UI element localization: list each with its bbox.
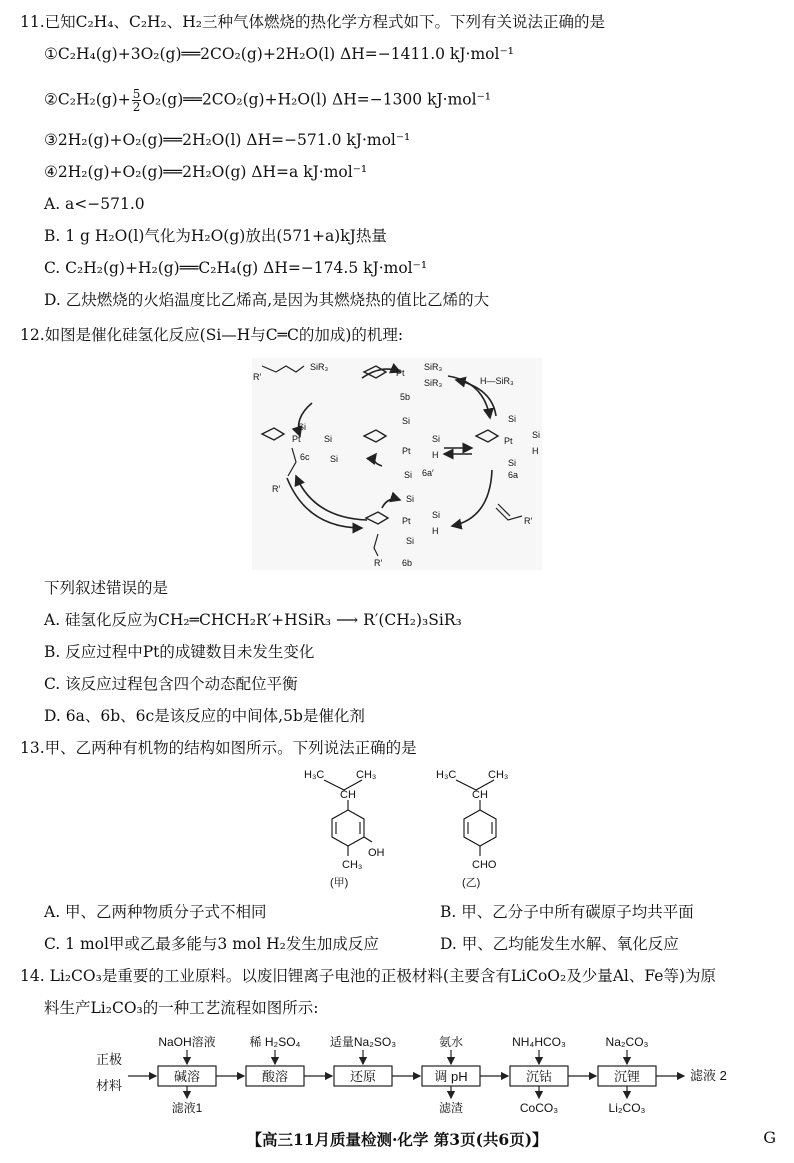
process-flow-diagram xyxy=(90,1030,770,1116)
sir3-5b-bottom: SiR₃ xyxy=(424,378,443,388)
oh-jia: OH xyxy=(368,847,385,859)
si-6a2-top: Si xyxy=(402,416,411,426)
r-prime-alkene: R′ xyxy=(524,516,533,526)
reagent-1: NaOH溶液 xyxy=(158,1035,216,1049)
page-footer: 【高三11月质量检测·化学 第3页(共6页)】 xyxy=(246,1130,548,1149)
q11-eq2-b: O₂(g)══2CO₂(g)+H₂O(l) ΔH=−1300 kJ·mol⁻¹ xyxy=(142,90,491,109)
flow-start-line2: 材料 xyxy=(96,1078,123,1093)
reagent-2: 稀 H₂SO₄ xyxy=(249,1035,301,1049)
ch-jia: CH xyxy=(340,789,356,801)
label-sir3-top: SiR₃ xyxy=(310,362,329,372)
q11-stem: 11.已知C₂H₄、C₂H₂、H₂三种气体燃烧的热化学方程式如下。下列有关说法正确的是 xyxy=(20,13,605,31)
pt-5b: Pt xyxy=(396,368,405,378)
molecule-yi xyxy=(430,766,540,888)
h-6a2: H xyxy=(432,450,439,460)
flow-step-3: 还原 xyxy=(349,1069,377,1084)
flow-step-5: 沉钴 xyxy=(525,1069,553,1084)
ring-double-bonds-yi xyxy=(468,822,492,834)
flow-step-2: 酸溶 xyxy=(261,1069,289,1084)
label-6b: 6b xyxy=(402,558,413,568)
si-6c-right: Si xyxy=(324,434,333,444)
q12-stem: 12.如图是催化硅氢化反应(Si—H与C═C的加成)的机理: xyxy=(20,326,404,344)
pt-6b: Pt xyxy=(402,516,411,526)
h3c-yi: H₃C xyxy=(436,769,457,781)
q11-eq2 xyxy=(44,88,491,113)
label-jia: (甲) xyxy=(330,877,349,889)
h-6b: H xyxy=(432,526,439,536)
si-6a-right: Si xyxy=(532,430,541,440)
q13-option-c: C. 1 mol甲或乙最多能与3 mol H₂发生加成反应 xyxy=(44,935,379,953)
output-5: CoCO₃ xyxy=(519,1101,559,1115)
r-prime-6b: R′ xyxy=(374,558,383,568)
label-yi: (乙) xyxy=(462,877,481,889)
output-1: 滤液1 xyxy=(171,1101,203,1115)
molecule-jia xyxy=(290,766,400,888)
reagent-5: NH₄HCO₃ xyxy=(512,1035,566,1049)
label-h-sir3: H—SiR₃ xyxy=(480,376,514,386)
si-6c-top: Si xyxy=(298,422,307,432)
reagent-6: Na₂CO₃ xyxy=(605,1035,649,1049)
flow-step-6: 沉锂 xyxy=(613,1069,641,1084)
q11-option-a: A. a<−571.0 xyxy=(44,195,145,213)
sir3-5b-top: SiR₃ xyxy=(424,362,443,372)
si-6a-bottom: Si xyxy=(508,458,517,468)
ch3-yi: CH₃ xyxy=(488,769,509,781)
ch-yi: CH xyxy=(472,789,488,801)
corner-letter: G xyxy=(763,1128,776,1147)
ch3-jia-top: CH₃ xyxy=(356,769,377,781)
si-6b-top: Si xyxy=(406,494,415,504)
pt-6a: Pt xyxy=(504,436,513,446)
h3c-jia: H₃C xyxy=(304,769,325,781)
fraction-den: 2 xyxy=(132,100,141,114)
q11-eq4: ④2H₂(g)+O₂(g)══2H₂O(g) ΔH=a kJ·mol⁻¹ xyxy=(44,163,368,181)
si-6b-bottom: Si xyxy=(406,536,415,546)
si-6c-bottom: Si xyxy=(330,454,339,464)
catalytic-cycle-diagram xyxy=(252,358,542,570)
output-6: Li₂CO₃ xyxy=(608,1101,646,1115)
bond-oh-jia xyxy=(364,837,372,842)
q12-option-c: C. 该反应过程包含四个动态配位平衡 xyxy=(44,675,298,693)
flow-start-line1: 正极 xyxy=(96,1052,123,1067)
label-r-prime-top: R′ xyxy=(253,372,262,382)
label-6a2: 6a′ xyxy=(422,468,434,478)
q11-option-d: D. 乙炔燃烧的火焰温度比乙烯高,是因为其燃烧热的值比乙烯的大 xyxy=(44,291,490,309)
q12-option-d: D. 6a、6b、6c是该反应的中间体,5b是催化剂 xyxy=(44,707,365,725)
reagent-3: 适量Na₂SO₃ xyxy=(329,1035,397,1049)
cho-yi: CHO xyxy=(472,859,497,871)
fraction-num: 5 xyxy=(132,87,141,101)
q11-option-b: B. 1 g H₂O(l)气化为H₂O(g)放出(571+a)kJ热量 xyxy=(44,227,387,245)
q12-option-b: B. 反应过程中Pt的成键数目未发生变化 xyxy=(44,643,315,661)
label-5b: 5b xyxy=(400,392,411,402)
q11-eq3: ③2H₂(g)+O₂(g)══2H₂O(l) ΔH=−571.0 kJ·mol⁻¹ xyxy=(44,131,411,149)
fraction xyxy=(132,88,142,113)
flow-step-4: 调 pH xyxy=(434,1069,468,1084)
q14-stem-line1: 14. Li₂CO₃是重要的工业原料。以废旧锂离子电池的正极材料(主要含有LiCoO₂及少量Al、Fe等)为原 xyxy=(20,967,717,985)
q13-stem: 13.甲、乙两种有机物的结构如图所示。下列说法正确的是 xyxy=(20,739,417,757)
label-6c: 6c xyxy=(300,452,310,462)
si-6a-top: Si xyxy=(508,414,517,424)
flow-step-1: 碱溶 xyxy=(173,1069,201,1084)
q13-option-b: B. 甲、乙分子中所有碳原子均共平面 xyxy=(440,903,694,921)
r-prime-6c: R′ xyxy=(272,484,281,494)
ch3-jia-bottom: CH₃ xyxy=(342,859,363,871)
pt-6c: Pt xyxy=(292,434,301,444)
label-6a: 6a xyxy=(508,470,519,480)
si-6b-right: Si xyxy=(432,510,441,520)
q14-stem-line2: 料生产Li₂CO₃的一种工艺流程如图所示: xyxy=(44,999,319,1017)
q13-option-d: D. 甲、乙均能发生水解、氧化反应 xyxy=(440,935,679,953)
output-4: 滤渣 xyxy=(438,1101,464,1115)
reagent-4: 氨水 xyxy=(438,1035,464,1049)
q11-eq2-a: ②C₂H₂(g)+ xyxy=(44,90,131,109)
pt-6a2: Pt xyxy=(402,446,411,456)
benzene-ring-yi xyxy=(464,810,496,846)
flow-end: 滤液 2 xyxy=(690,1068,727,1083)
si-6a2-bottom: Si xyxy=(404,470,413,480)
q12-sub: 下列叙述错误的是 xyxy=(44,579,169,597)
q11-eq1: ①C₂H₄(g)+3O₂(g)══2CO₂(g)+2H₂O(l) ΔH=−1411.0 kJ·mol⁻¹ xyxy=(44,45,514,63)
ring-double-bonds-jia xyxy=(336,822,360,834)
benzene-ring-jia xyxy=(332,810,364,846)
si-6a2-right: Si xyxy=(432,434,441,444)
q12-option-a: A. 硅氢化反应为CH₂═CHCH₂R′+HSiR₃ ⟶ R′(CH₂)₃SiR₃ xyxy=(44,611,462,629)
h-6a: H xyxy=(532,446,539,456)
q11-option-c: C. C₂H₂(g)+H₂(g)══C₂H₄(g) ΔH=−174.5 kJ·mol⁻¹ xyxy=(44,259,428,277)
q13-option-a: A. 甲、乙两种物质分子式不相同 xyxy=(44,903,267,921)
